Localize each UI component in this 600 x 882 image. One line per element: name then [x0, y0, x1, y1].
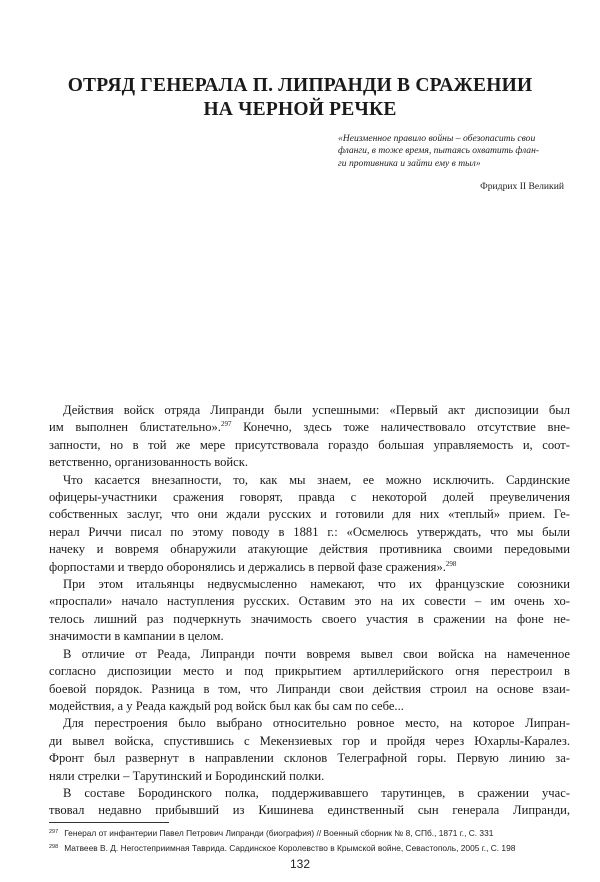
footnote-text: Матвеев В. Д. Негостеприимная Таврида. Сардинское Королевство в Крымской войне, Севастополь, 2005 г., С. 198	[64, 843, 516, 853]
text-line: Действия войск отряда Липранди были успешными: «Первый акт диспозиции был	[63, 403, 570, 417]
chapter-title-line-2: НА ЧЕРНОЙ РЕЧКЕ	[203, 99, 397, 120]
text-line: Для перестроения было выбрано относительно ровное место, на которое Липран-	[63, 716, 570, 731]
paragraph	[49, 472, 570, 576]
paragraph	[49, 576, 570, 646]
footnote-number: 298	[49, 844, 59, 850]
text-line: няли стрелки – Тарутинский и Бородинский полки.	[49, 768, 325, 783]
paragraph	[49, 785, 570, 820]
text-line: ветственно, организованность войск.	[49, 455, 248, 470]
text-span: Конечно, здесь тоже наличествовало отсутствие вне-	[231, 420, 570, 435]
text-line: ди вывел войска, спустившись с Мекензиевых гор и пройдя через Юхарлы-Каралез.	[49, 733, 570, 748]
paragraph	[49, 715, 570, 785]
footnote-298	[49, 841, 570, 856]
text-line: собственных заслуг, что они ждали русских и готовили для них «теплый» прием. Ге-	[49, 507, 570, 522]
text-line: В составе Бородинского полка, поддерживавшего тарутинцев, в сражении учас-	[63, 785, 570, 800]
footnote-number: 297	[49, 829, 59, 835]
footnote-text: Генерал от инфантерии Павел Петрович Липранди (биография) // Военный сборник № 8, СПб., 1871 г., С. 331	[64, 828, 494, 838]
page-number: 132	[289, 857, 311, 871]
text-line: запности, но в той же мере присутствовала гораздо большая управляемость и, соот-	[49, 437, 570, 452]
paragraph	[49, 646, 570, 716]
text-line	[49, 559, 570, 576]
epigraph-author: Фридрих II Великий	[480, 181, 564, 192]
footnote-ref-297[interactable]: 297	[220, 420, 232, 429]
body-text	[49, 402, 570, 820]
epigraph-line: фланги, в тоже время, пытаясь охватить флан-	[338, 145, 540, 157]
text-line: «проспали» начало наступления русских. Оставим это на их совести – им очень хо-	[49, 594, 570, 609]
text-line: согласно диспозиции место и под прикрытием артиллерийского огня перестроил в	[49, 664, 570, 679]
text-line: нерал Риччи писал по этому поводу в 1881 г.: «Осмелюсь утверждать, что мы были	[49, 524, 570, 539]
chapter-title-line-1: ОТРЯД ГЕНЕРАЛА П. ЛИПРАНДИ В СРАЖЕНИИ	[67, 75, 533, 96]
text-line: Фронт был развернут в направлении склонов Телеграфной горы. Первую линию за-	[49, 751, 570, 766]
text-line: При этом итальянцы недвусмысленно намекают, что их французские союзники	[63, 577, 570, 592]
text-line: Что касается внезапности, то, как мы знаем, ее можно исключить. Сардинские	[63, 472, 570, 487]
text-line: телось лишний раз подчеркнуть значимость своего участия в сражении на фоне не-	[49, 611, 570, 626]
text-line: начеку и вовремя обнаружили атакующие действия противника своими передовыми	[49, 542, 570, 557]
chapter-title	[20, 74, 580, 122]
epigraph-line: ги противника и зайти ему в тыл»	[338, 157, 481, 169]
footnote-divider	[49, 822, 169, 823]
text-line: В отличие от Реада, Липранди почти вовремя вывел свои войска на намеченное	[63, 646, 570, 661]
paragraph	[49, 402, 570, 472]
text-line: значимости в кампании в целом.	[49, 629, 224, 644]
text-span: им выполнен блистательно».	[49, 420, 221, 435]
footnote-ref-298[interactable]: 298	[445, 559, 457, 568]
epigraph-line: «Неизменное правило войны – обезопасить свои	[338, 133, 536, 144]
text-line: боевой порядок. Разница в том, что Липранди свои действия строил на основе взаи-	[49, 681, 570, 696]
text-line: модействия, а у Реада каждый род войск был как бы сам по себе...	[49, 698, 404, 713]
text-line: офицеры-участники сражения говорят, правда с некоторой долей преувеличения	[49, 490, 570, 505]
text-span: форпостами и твердо оборонялись и держались в первой фазе сражения».	[49, 559, 446, 574]
text-line	[49, 419, 570, 436]
text-line: твовал недавно прибывший из Кишинева единственный сын генерала Липранди,	[49, 803, 570, 818]
footnotes	[49, 826, 570, 856]
epigraph	[338, 133, 564, 170]
footnote-297	[49, 826, 570, 841]
